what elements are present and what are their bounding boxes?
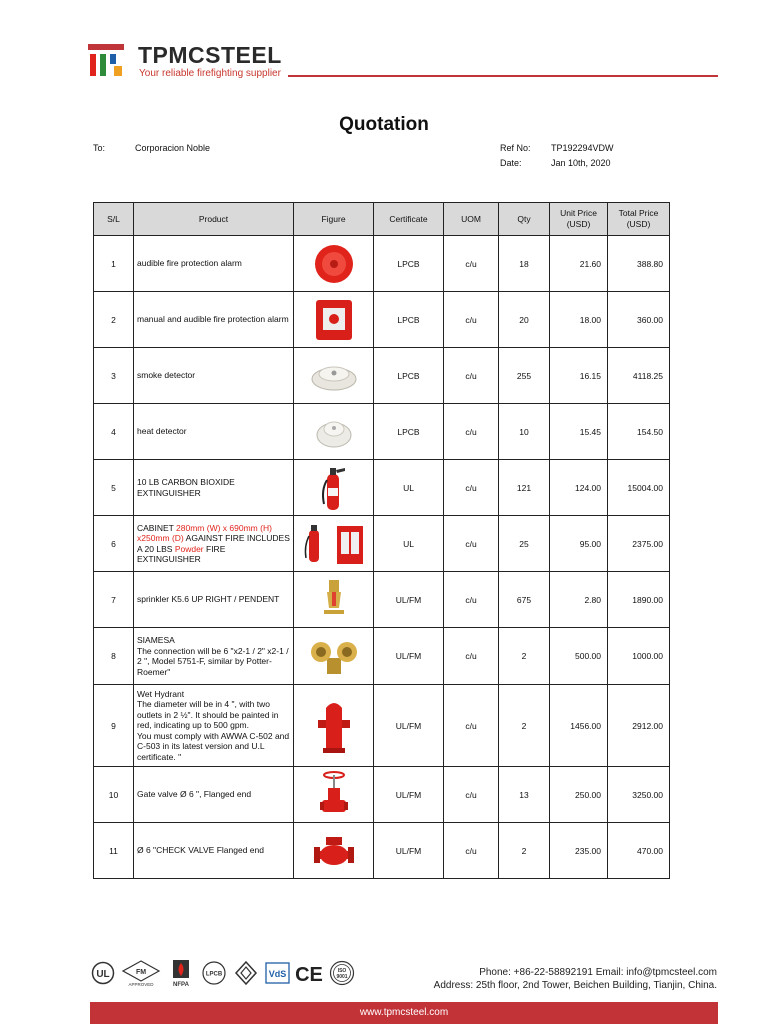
cell-qty: 2	[499, 823, 550, 879]
header-unit-price: Unit Price (USD)	[550, 203, 608, 236]
cell-cert: UL/FM	[374, 685, 444, 767]
header-sl: S/L	[94, 203, 134, 236]
heat-detector-icon	[314, 413, 354, 451]
cell-uom: c/u	[444, 348, 499, 404]
nfpa-label: NFPA	[173, 982, 189, 988]
cell-sl: 4	[94, 404, 134, 460]
fm-approved-icon	[121, 959, 161, 987]
cell-cert: LPCB	[374, 404, 444, 460]
brand-name: TPMCSTEEL	[138, 42, 282, 68]
ul-icon	[91, 961, 115, 985]
co2-extinguisher-icon	[319, 464, 349, 512]
cell-cert: LPCB	[374, 236, 444, 292]
bsi-kitemark-logo	[232, 956, 260, 990]
alarm-bell-icon	[312, 242, 356, 286]
cell-cert: UL/FM	[374, 823, 444, 879]
manual-call-point-icon	[314, 298, 354, 342]
cell-sl: 7	[94, 572, 134, 628]
cell-unit-price: 16.15	[550, 348, 608, 404]
quotation-table	[93, 202, 670, 879]
cell-cert: UL/FM	[374, 767, 444, 823]
logo-mark-icon	[88, 42, 126, 80]
cell-qty: 13	[499, 767, 550, 823]
header-product: Product	[134, 203, 294, 236]
cell-product: manual and audible fire protection alarm	[134, 292, 294, 348]
cell-total-price: 4118.25	[608, 348, 670, 404]
table-row	[94, 404, 670, 460]
nfpa-logo	[166, 956, 196, 990]
table-row	[94, 236, 670, 292]
cell-unit-price: 124.00	[550, 460, 608, 516]
cell-figure	[294, 767, 374, 823]
product-text: AGAINST FIRE INCLUDES A 20 LBS	[137, 533, 290, 554]
cell-uom: c/u	[444, 572, 499, 628]
cell-total-price: 470.00	[608, 823, 670, 879]
contact-address: Address: 25th floor, 2nd Tower, Beichen Building, Tianjin, China.	[433, 980, 717, 991]
ref-value: TP192294VDW	[551, 143, 614, 153]
sprinkler-head-icon	[320, 578, 348, 622]
kitemark-icon	[233, 960, 259, 986]
cell-unit-price: 1456.00	[550, 685, 608, 767]
cell-product	[134, 516, 294, 572]
cell-product: heat detector	[134, 404, 294, 460]
ref-label: Ref No:	[500, 143, 531, 153]
ul-logo	[90, 956, 116, 990]
ce-label: CE	[295, 964, 323, 985]
header-figure: Figure	[294, 203, 374, 236]
iso-number: 9001	[336, 974, 348, 980]
table-row	[94, 572, 670, 628]
table-row	[94, 460, 670, 516]
brand-tagline: Your reliable firefighting supplier	[139, 68, 281, 79]
cell-cert: UL	[374, 460, 444, 516]
cell-figure	[294, 628, 374, 685]
date-value: Jan 10th, 2020	[551, 158, 611, 168]
cell-unit-price: 21.60	[550, 236, 608, 292]
cell-product: Wet Hydrant The diameter will be in 4 ", with two outlets in 2 ½". It should be painted in red, indicating up to 500 gpm. You must comply with AWWA C-502 and C-503 in its latest version and U.L certificate. "	[134, 685, 294, 767]
cell-figure	[294, 823, 374, 879]
cell-uom: c/u	[444, 292, 499, 348]
cell-qty: 675	[499, 572, 550, 628]
cell-total-price: 360.00	[608, 292, 670, 348]
table-row	[94, 292, 670, 348]
siamese-connection-icon	[309, 636, 359, 676]
cell-figure	[294, 516, 374, 572]
cell-cert: LPCB	[374, 348, 444, 404]
vds-label: VdS	[268, 969, 286, 979]
cell-qty: 121	[499, 460, 550, 516]
page-title: Quotation	[339, 114, 429, 135]
to-value: Corporacion Noble	[135, 143, 211, 153]
date-label: Date:	[500, 158, 522, 168]
nfpa-icon	[167, 958, 195, 988]
cell-qty: 20	[499, 292, 550, 348]
cell-cert: LPCB	[374, 292, 444, 348]
contact-info	[434, 966, 717, 992]
ce-logo	[294, 956, 324, 990]
header-total-price: Total Price (USD)	[608, 203, 670, 236]
table-row	[94, 628, 670, 685]
cell-sl: 9	[94, 685, 134, 767]
cell-uom: c/u	[444, 685, 499, 767]
cell-product: smoke detector	[134, 348, 294, 404]
cell-uom: c/u	[444, 516, 499, 572]
cell-cert: UL/FM	[374, 572, 444, 628]
cell-qty: 18	[499, 236, 550, 292]
iso-logo	[328, 956, 356, 990]
cell-qty: 25	[499, 516, 550, 572]
vds-icon	[265, 961, 290, 985]
product-text: CABINET	[137, 522, 177, 533]
cell-sl: 11	[94, 823, 134, 879]
cell-product: audible fire protection alarm	[134, 236, 294, 292]
table-header-row	[94, 203, 670, 236]
check-valve-icon	[312, 833, 356, 869]
cell-sl: 2	[94, 292, 134, 348]
cell-figure	[294, 236, 374, 292]
cell-figure	[294, 292, 374, 348]
cell-unit-price: 235.00	[550, 823, 608, 879]
cell-sl: 6	[94, 516, 134, 572]
cell-uom: c/u	[444, 404, 499, 460]
cell-figure	[294, 572, 374, 628]
cell-product: Gate valve Ø 6 ", Flanged end	[134, 767, 294, 823]
header-uom: UOM	[444, 203, 499, 236]
wet-hydrant-icon	[316, 696, 352, 756]
cell-figure	[294, 460, 374, 516]
cell-total-price: 3250.00	[608, 767, 670, 823]
cell-sl: 10	[94, 767, 134, 823]
vds-logo	[264, 956, 290, 990]
cell-product: 10 LB CARBON BIOXIDE EXTINGUISHER	[134, 460, 294, 516]
fm-logo	[120, 956, 162, 990]
cell-total-price: 15004.00	[608, 460, 670, 516]
fm-sub-label: APPROVED	[128, 982, 154, 987]
cell-unit-price: 18.00	[550, 292, 608, 348]
cell-total-price: 2912.00	[608, 685, 670, 767]
cell-qty: 2	[499, 628, 550, 685]
cell-total-price: 388.80	[608, 236, 670, 292]
cell-uom: c/u	[444, 767, 499, 823]
extinguisher-cabinet-icon	[303, 522, 365, 566]
table-row	[94, 823, 670, 879]
fm-label: FM	[135, 969, 147, 976]
ce-mark-icon	[294, 961, 324, 985]
cell-uom: c/u	[444, 628, 499, 685]
table-row	[94, 767, 670, 823]
cell-cert: UL	[374, 516, 444, 572]
cell-qty: 10	[499, 404, 550, 460]
header-certificate: Certificate	[374, 203, 444, 236]
cell-total-price: 1890.00	[608, 572, 670, 628]
product-powder: Powder	[174, 543, 204, 554]
cell-unit-price: 250.00	[550, 767, 608, 823]
table-row	[94, 348, 670, 404]
certification-logos	[90, 956, 360, 990]
cell-figure	[294, 685, 374, 767]
footer-bar	[90, 1002, 718, 1024]
table-row	[94, 516, 670, 572]
cell-product: SIAMESA The connection will be 6 "x2-1 / 2" x2-1 / 2 ", Model 5751-F, similar by Potter-Roemer"	[134, 628, 294, 685]
lpcb-logo	[200, 956, 228, 990]
lpcb-label: LPCB	[205, 971, 223, 978]
cell-unit-price: 2.80	[550, 572, 608, 628]
table-row	[94, 685, 670, 767]
iso-9001-icon	[329, 960, 355, 986]
to-label: To:	[93, 143, 106, 153]
cell-qty: 2	[499, 685, 550, 767]
smoke-detector-icon	[310, 359, 358, 393]
cell-cert: UL/FM	[374, 628, 444, 685]
cell-figure	[294, 348, 374, 404]
cell-figure	[294, 404, 374, 460]
product-text: FIRE EXTINGUISHER	[137, 543, 226, 564]
product-dimensions: 280mm (W) x 690mm (H) x250mm (D)	[137, 522, 272, 543]
iso-label: ISO	[337, 968, 347, 974]
cell-total-price: 1000.00	[608, 628, 670, 685]
cell-qty: 255	[499, 348, 550, 404]
cell-uom: c/u	[444, 823, 499, 879]
cell-uom: c/u	[444, 460, 499, 516]
header-qty: Qty	[499, 203, 550, 236]
footer-website-link[interactable]: www.tpmcsteel.com	[359, 1007, 449, 1018]
cell-sl: 3	[94, 348, 134, 404]
cell-uom: c/u	[444, 236, 499, 292]
cell-product: sprinkler K5.6 UP RIGHT / PENDENT	[134, 572, 294, 628]
cell-unit-price: 15.45	[550, 404, 608, 460]
gate-valve-icon	[319, 770, 349, 820]
company-logo	[88, 42, 288, 82]
svg-text:UL: UL	[96, 969, 110, 980]
cell-unit-price: 500.00	[550, 628, 608, 685]
header-divider	[288, 75, 718, 77]
cell-total-price: 154.50	[608, 404, 670, 460]
cell-product: Ø 6 "CHECK VALVE Flanged end	[134, 823, 294, 879]
contact-phone-email: Phone: +86-22-58892191 Email: info@tpmcsteel.com	[479, 967, 717, 978]
cell-sl: 1	[94, 236, 134, 292]
cell-total-price: 2375.00	[608, 516, 670, 572]
cell-sl: 5	[94, 460, 134, 516]
lpcb-icon	[201, 960, 227, 986]
cell-unit-price: 95.00	[550, 516, 608, 572]
cell-sl: 8	[94, 628, 134, 685]
